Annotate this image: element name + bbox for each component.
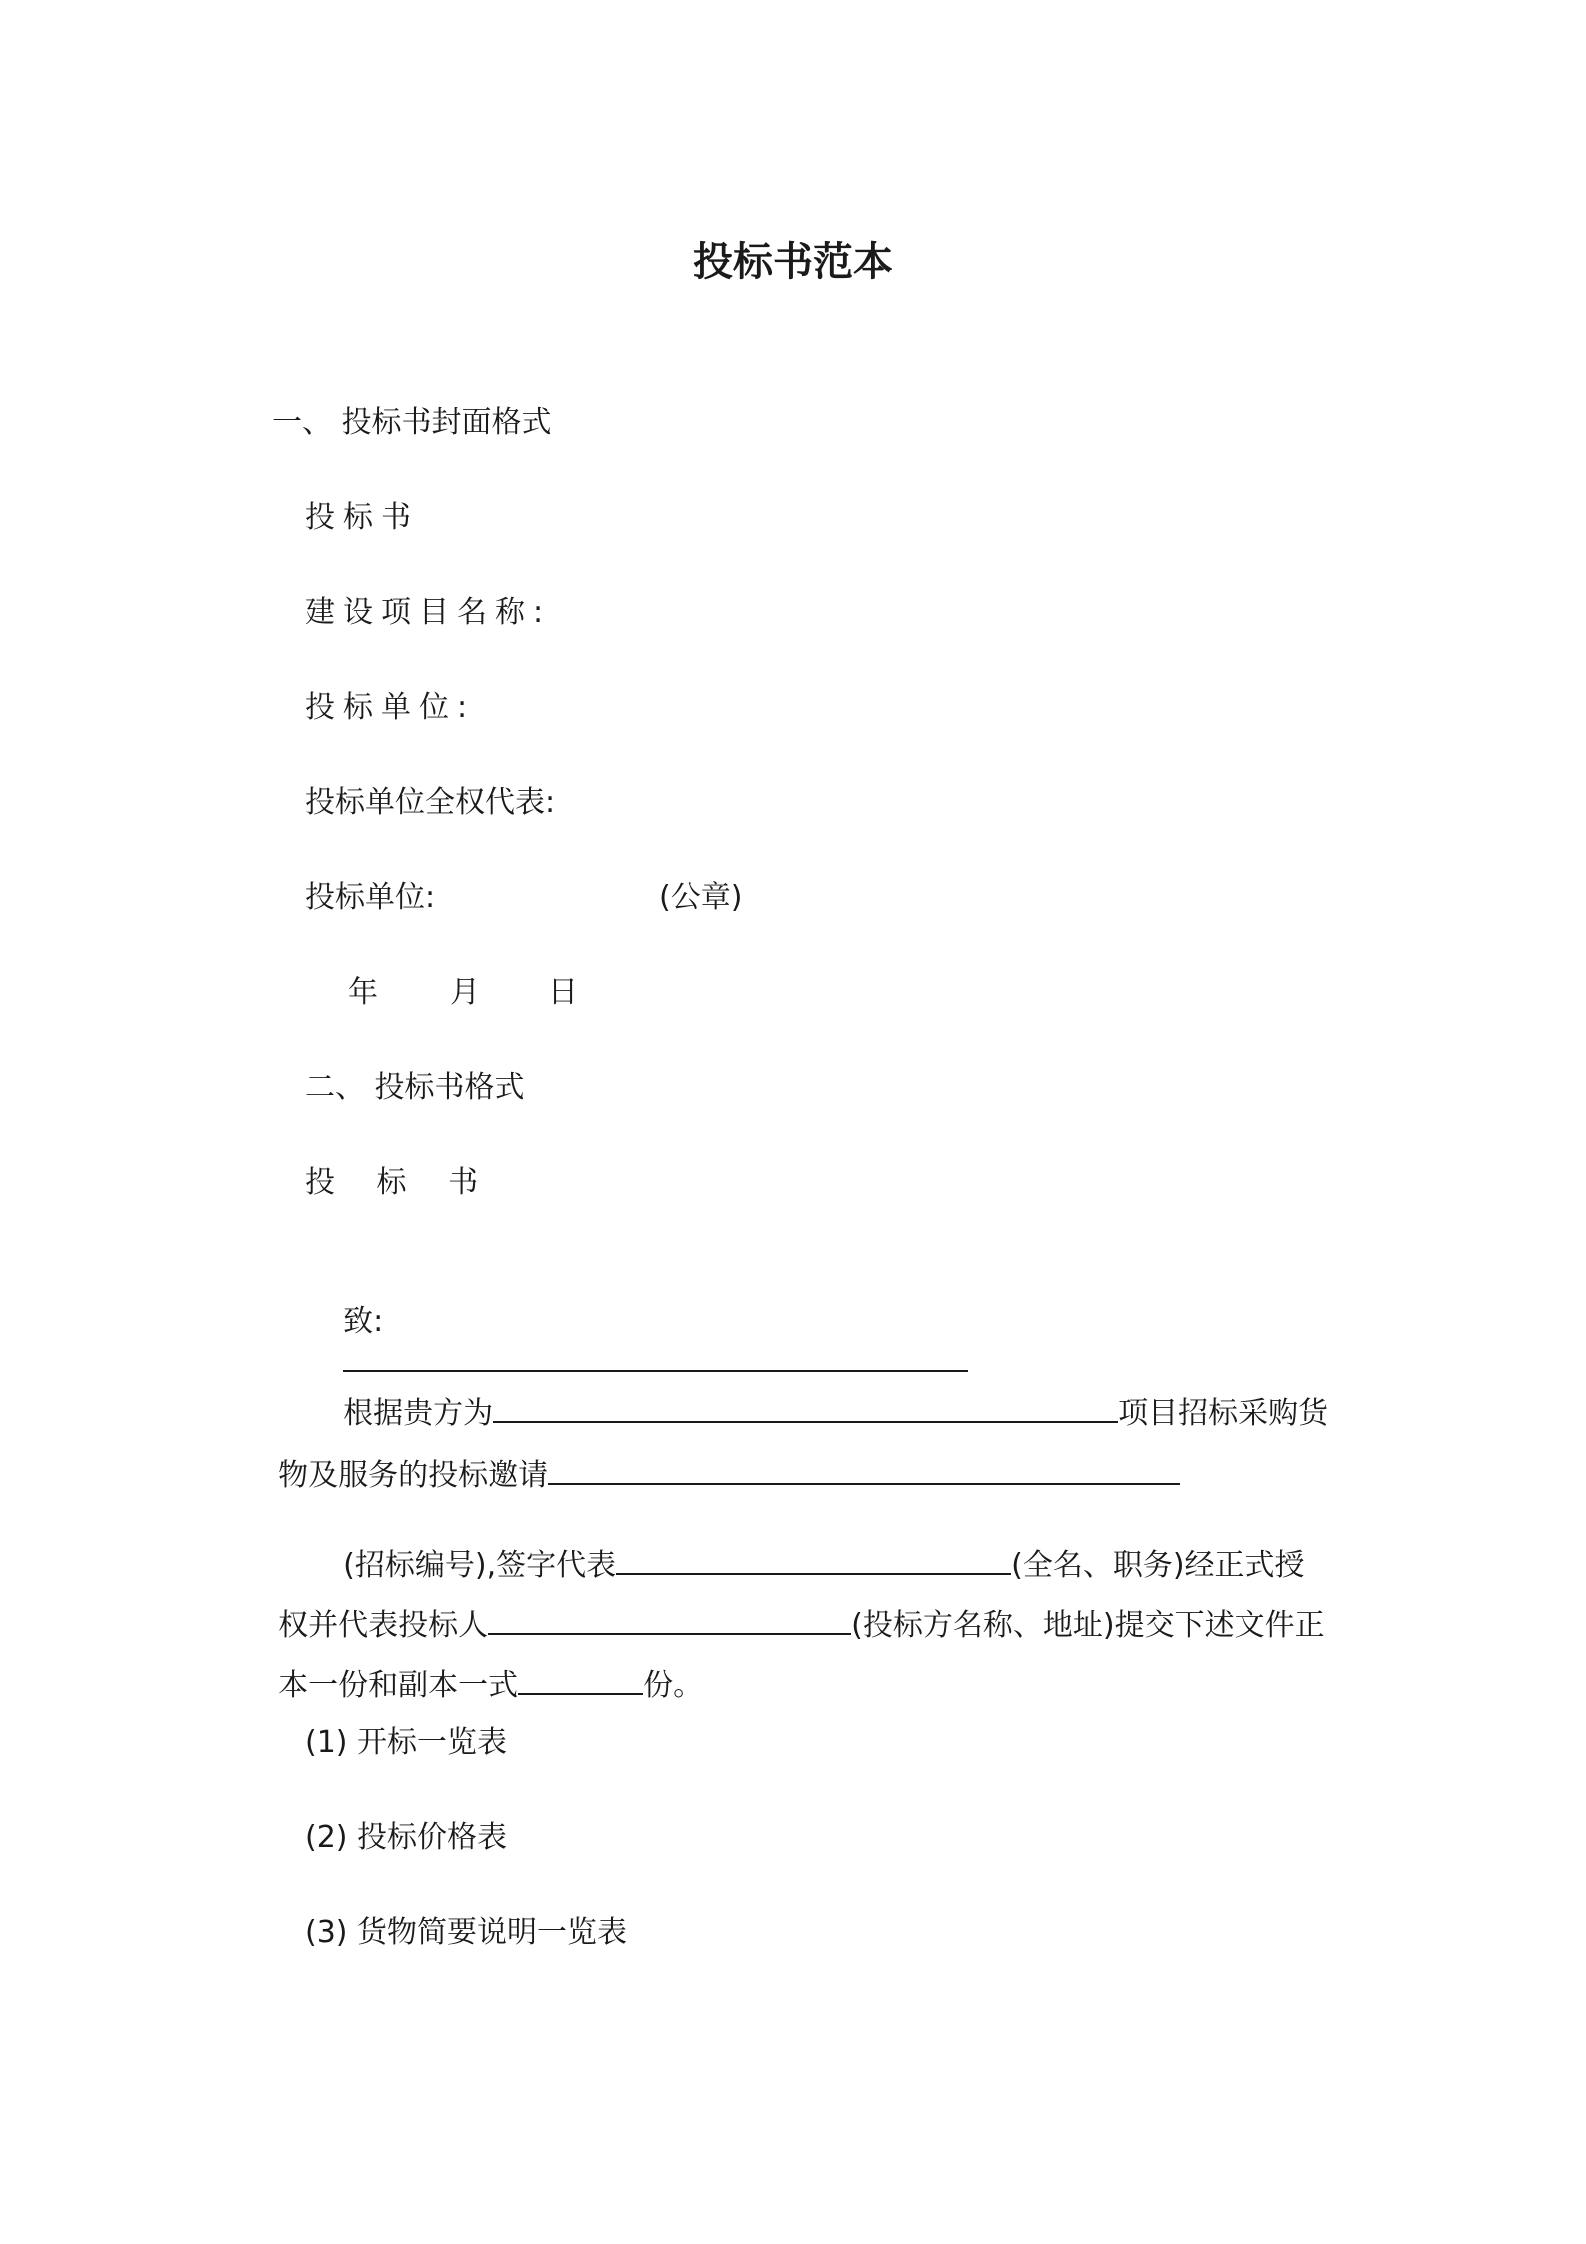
list-item-opening-summary: (1) 开标一览表 (305, 1725, 508, 1760)
para1-part1: 根据贵方为 (343, 1396, 494, 1431)
copies-blank[interactable] (518, 1665, 643, 1695)
invitation-blank[interactable] (548, 1455, 1180, 1485)
letter-title: 投 标 书 (305, 1165, 495, 1200)
para2-part2: (全名、职务)经正式授 (1011, 1548, 1305, 1583)
date-month: 月 (450, 975, 480, 1010)
para2-part6: 份。 (643, 1668, 704, 1703)
representative-label: 投标单位全权代表: (305, 785, 556, 820)
section2-heading: 二、 投标书格式 (305, 1070, 525, 1105)
seal-note: (公章) (659, 880, 743, 915)
section1-heading: 一、 投标书封面格式 (272, 405, 552, 440)
date-day: 日 (548, 975, 578, 1010)
bidder-seal-label: 投标单位: (305, 880, 436, 915)
list-item-goods-description: (3) 货物简要说明一览表 (305, 1915, 628, 1950)
bidder-label: 投标单位: (305, 690, 476, 725)
project-name-label: 建设项目名称: (305, 595, 552, 630)
para2-part3: 权并代表投标人 (278, 1608, 489, 1643)
date-year: 年 (348, 975, 378, 1010)
list-item-price-table: (2) 投标价格表 (305, 1820, 508, 1855)
para1-part2: 项目招标采购货 (1118, 1396, 1329, 1431)
para1-part3: 物及服务的投标邀请 (278, 1458, 549, 1493)
para2-part5: 本一份和副本一式 (278, 1668, 519, 1703)
document-title: 投标书范本 (693, 239, 893, 285)
to-label: 致: (343, 1304, 384, 1339)
cover-title: 投标书 (305, 500, 419, 535)
para2-part4: (投标方名称、地址)提交下述文件正 (851, 1608, 1325, 1643)
para2-part1: (招标编号),签字代表 (343, 1548, 617, 1583)
